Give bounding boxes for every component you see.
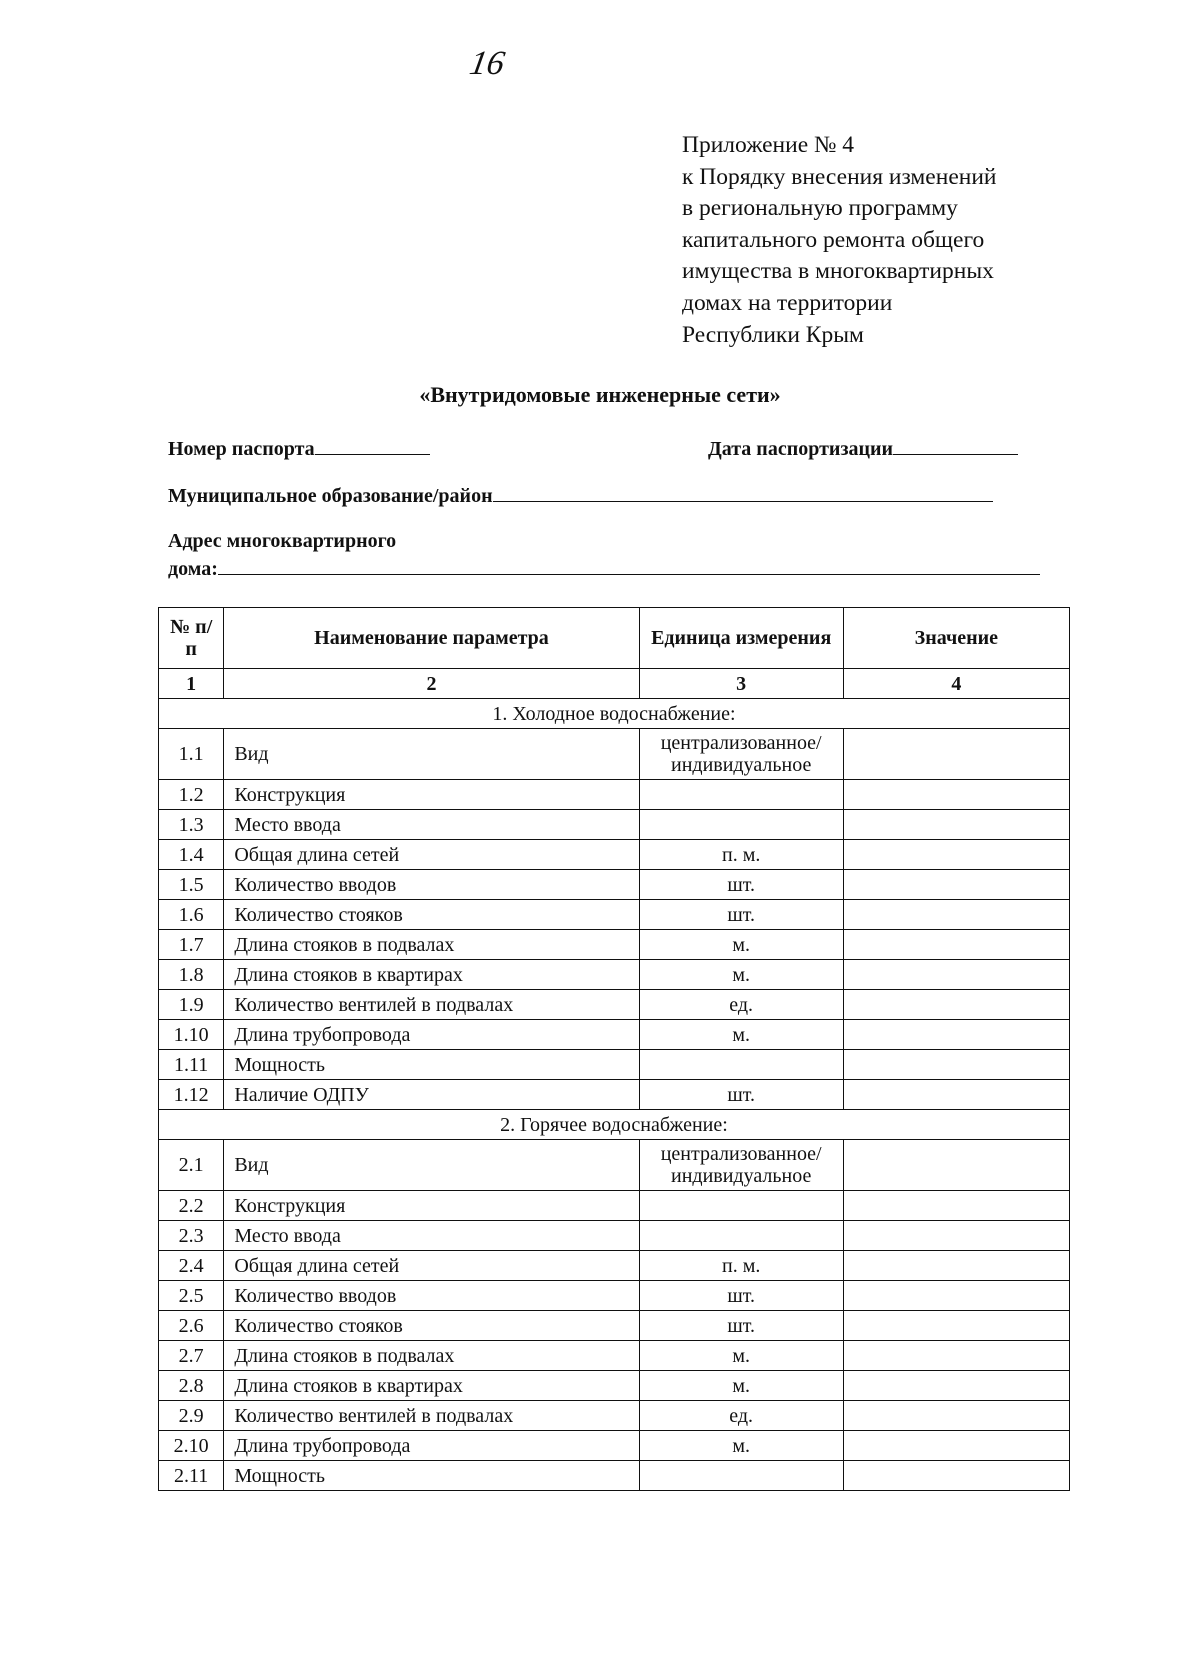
parameter-name: Конструкция <box>224 1191 639 1221</box>
column-header: Единица измерения <box>639 608 843 669</box>
table-row <box>159 1140 1070 1191</box>
value-cell <box>843 1461 1069 1491</box>
table-row <box>159 900 1070 930</box>
passport-number-field <box>168 438 430 461</box>
parameters-table <box>158 607 1070 1491</box>
row-number: 1.6 <box>159 900 224 930</box>
parameter-name: Общая длина сетей <box>224 1251 639 1281</box>
parameter-name: Конструкция <box>224 780 639 810</box>
value-cell <box>843 780 1069 810</box>
parameter-name: Длина стояков в подвалах <box>224 930 639 960</box>
value-cell <box>843 1020 1069 1050</box>
table-row <box>159 960 1070 990</box>
appendix-line: в региональную программу <box>682 195 958 222</box>
table-row <box>159 1401 1070 1431</box>
appendix-block <box>682 130 996 351</box>
parameter-name: Количество вводов <box>224 870 639 900</box>
table-row <box>159 810 1070 840</box>
address-label-line2: дома: <box>168 558 218 580</box>
parameter-name: Место ввода <box>224 810 639 840</box>
row-number: 1.12 <box>159 1080 224 1110</box>
unit <box>639 1050 843 1080</box>
row-number: 1.11 <box>159 1050 224 1080</box>
row-number: 2.6 <box>159 1311 224 1341</box>
row-number: 1.9 <box>159 990 224 1020</box>
unit: м. <box>639 1371 843 1401</box>
unit <box>639 780 843 810</box>
value-cell <box>843 1281 1069 1311</box>
table-row <box>159 1341 1070 1371</box>
row-number: 2.8 <box>159 1371 224 1401</box>
table-row <box>159 840 1070 870</box>
row-number: 2.4 <box>159 1251 224 1281</box>
value-cell <box>843 1311 1069 1341</box>
unit: шт. <box>639 900 843 930</box>
unit: централизованное/ индивидуальное <box>639 1140 843 1191</box>
unit: м. <box>639 960 843 990</box>
value-cell <box>843 1050 1069 1080</box>
row-number: 2.9 <box>159 1401 224 1431</box>
row-number: 1.7 <box>159 930 224 960</box>
table-row <box>159 1020 1070 1050</box>
unit: м. <box>639 1341 843 1371</box>
appendix-line: капитального ремонта общего <box>682 226 985 253</box>
unit <box>639 1191 843 1221</box>
column-number: 4 <box>843 669 1069 699</box>
row-number: 1.2 <box>159 780 224 810</box>
document-title: «Внутридомовые инженерные сети» <box>419 382 781 407</box>
row-number: 1.5 <box>159 870 224 900</box>
unit <box>639 1461 843 1491</box>
table-row <box>159 1371 1070 1401</box>
row-number: 2.10 <box>159 1431 224 1461</box>
unit: шт. <box>639 1080 843 1110</box>
row-number: 2.7 <box>159 1341 224 1371</box>
parameter-name: Длина трубопровода <box>224 1020 639 1050</box>
parameter-name: Количество вентилей в подвалах <box>224 1401 639 1431</box>
section-row <box>159 699 1070 729</box>
table-row <box>159 729 1070 780</box>
table-row <box>159 1221 1070 1251</box>
unit: ед. <box>639 1401 843 1431</box>
parameter-name: Вид <box>224 729 639 780</box>
row-number: 1.3 <box>159 810 224 840</box>
value-cell <box>843 1401 1069 1431</box>
unit: п. м. <box>639 1251 843 1281</box>
unit: м. <box>639 930 843 960</box>
municipality-label: Муниципальное образование/район <box>168 485 493 507</box>
parameter-name: Наличие ОДПУ <box>224 1080 639 1110</box>
passport-date-field <box>708 438 1018 461</box>
row-number: 1.4 <box>159 840 224 870</box>
header-row <box>159 608 1070 669</box>
unit: м. <box>639 1431 843 1461</box>
parameter-name: Место ввода <box>224 1221 639 1251</box>
parameter-name: Мощность <box>224 1050 639 1080</box>
table-row <box>159 1251 1070 1281</box>
table-row <box>159 1080 1070 1110</box>
value-cell <box>843 1251 1069 1281</box>
parameter-name: Количество стояков <box>224 900 639 930</box>
value-cell <box>843 810 1069 840</box>
value-cell <box>843 990 1069 1020</box>
passport-number-label: Номер паспорта <box>168 438 315 460</box>
column-header: Наименование параметра <box>224 608 639 669</box>
unit: шт. <box>639 1281 843 1311</box>
value-cell <box>843 1221 1069 1251</box>
table-row <box>159 780 1070 810</box>
parameter-name: Количество вводов <box>224 1281 639 1311</box>
value-cell <box>843 930 1069 960</box>
parameter-name: Длина стояков в подвалах <box>224 1341 639 1371</box>
row-number: 2.1 <box>159 1140 224 1191</box>
table-row <box>159 930 1070 960</box>
table-row <box>159 870 1070 900</box>
row-number: 2.11 <box>159 1461 224 1491</box>
appendix-line: Приложение № 4 <box>682 132 855 158</box>
column-number-row <box>159 669 1070 699</box>
unit: м. <box>639 1020 843 1050</box>
unit <box>639 810 843 840</box>
table-row <box>159 1050 1070 1080</box>
table-row <box>159 1431 1070 1461</box>
appendix-line: к Порядку внесения изменений <box>682 163 997 190</box>
value-cell <box>843 1371 1069 1401</box>
column-number: 3 <box>639 669 843 699</box>
table-row <box>159 1281 1070 1311</box>
parameter-name: Длина трубопровода <box>224 1431 639 1461</box>
value-cell <box>843 870 1069 900</box>
value-cell <box>843 729 1069 780</box>
appendix-line: имущества в многоквартирных <box>682 258 994 285</box>
value-cell <box>843 960 1069 990</box>
address-field <box>168 558 1040 581</box>
column-header: № п/п <box>159 608 224 669</box>
parameter-name: Вид <box>224 1140 639 1191</box>
unit: п. м. <box>639 840 843 870</box>
value-cell <box>843 1341 1069 1371</box>
row-number: 2.5 <box>159 1281 224 1311</box>
row-number: 2.3 <box>159 1221 224 1251</box>
passport-date-label: Дата паспортизации <box>708 438 894 460</box>
column-number: 1 <box>159 669 224 699</box>
parameter-name: Длина стояков в квартирах <box>224 1371 639 1401</box>
row-number: 2.2 <box>159 1191 224 1221</box>
page-number: 16 <box>466 45 508 82</box>
value-cell <box>843 1431 1069 1461</box>
section-row <box>159 1110 1070 1140</box>
value-cell <box>843 1080 1069 1110</box>
parameter-name: Количество вентилей в подвалах <box>224 990 639 1020</box>
row-number: 1.1 <box>159 729 224 780</box>
parameter-name: Общая длина сетей <box>224 840 639 870</box>
value-cell <box>843 900 1069 930</box>
parameter-name: Длина стояков в квартирах <box>224 960 639 990</box>
table-row <box>159 1461 1070 1491</box>
table-row <box>159 990 1070 1020</box>
appendix-line: домах на территории <box>682 289 893 316</box>
table-row <box>159 1311 1070 1341</box>
address-label-line1: Адрес многоквартирного <box>168 530 397 552</box>
value-cell <box>843 1191 1069 1221</box>
section-title: 1. Холодное водоснабжение: <box>159 699 1070 729</box>
value-cell <box>843 840 1069 870</box>
value-cell <box>843 1140 1069 1191</box>
table-row <box>159 1191 1070 1221</box>
unit: централизованное/ индивидуальное <box>639 729 843 780</box>
column-number: 2 <box>224 669 639 699</box>
appendix-line: Республики Крым <box>682 321 864 348</box>
unit: шт. <box>639 870 843 900</box>
municipality-field <box>168 485 993 508</box>
column-header: Значение <box>843 608 1069 669</box>
parameter-name: Количество стояков <box>224 1311 639 1341</box>
row-number: 1.8 <box>159 960 224 990</box>
section-title: 2. Горячее водоснабжение: <box>159 1110 1070 1140</box>
row-number: 1.10 <box>159 1020 224 1050</box>
unit <box>639 1221 843 1251</box>
unit: ед. <box>639 990 843 1020</box>
parameter-name: Мощность <box>224 1461 639 1491</box>
unit: шт. <box>639 1311 843 1341</box>
